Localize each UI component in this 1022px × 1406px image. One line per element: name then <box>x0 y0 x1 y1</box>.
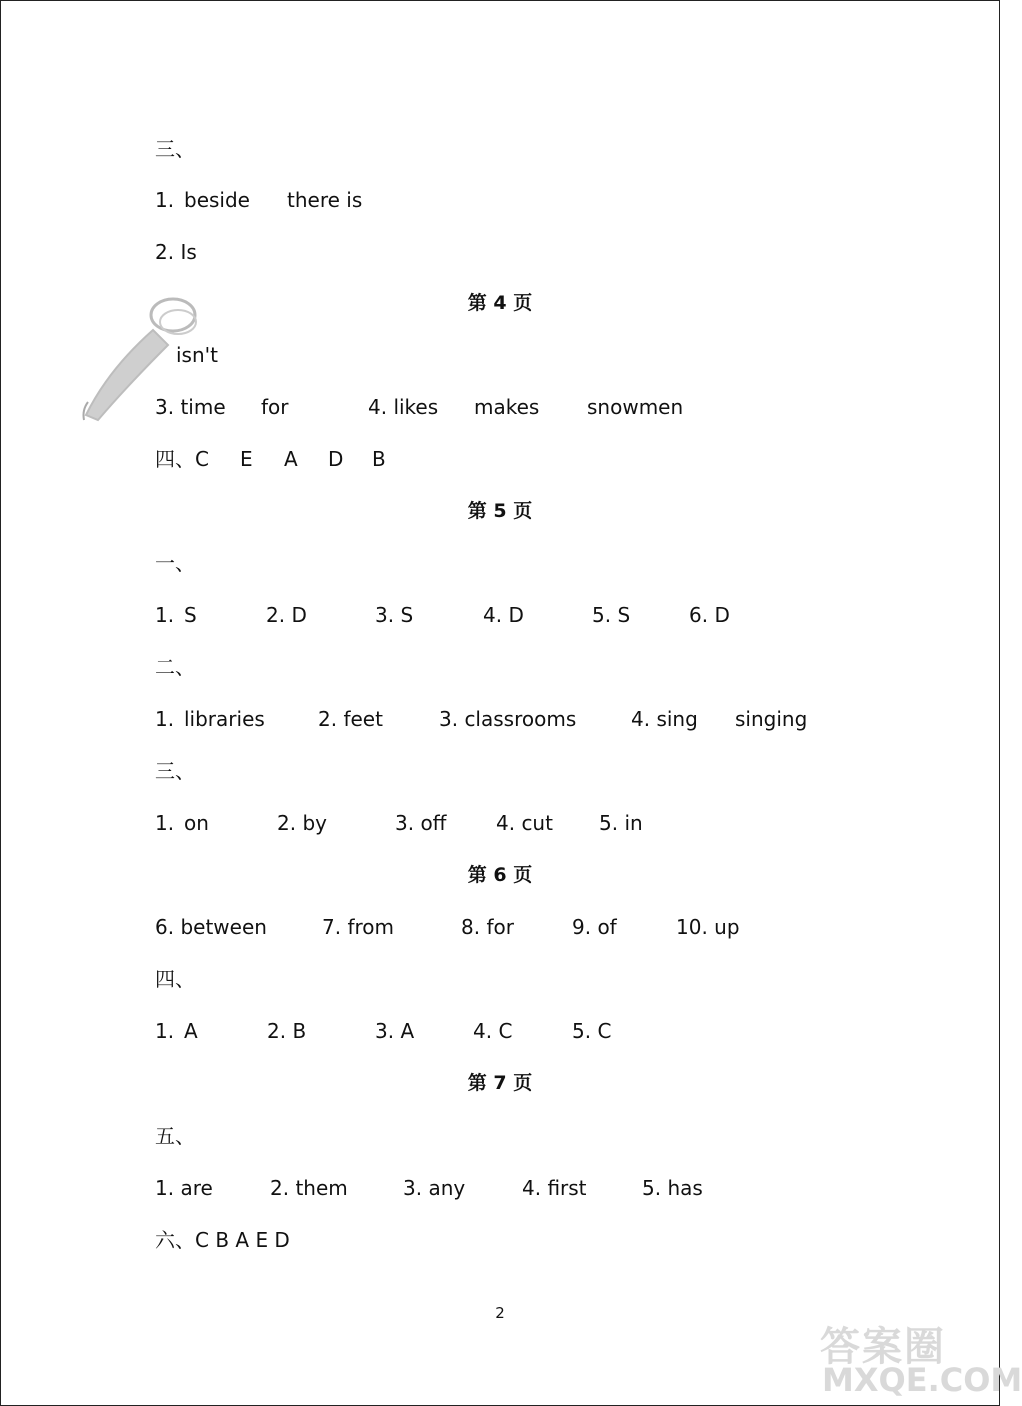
answer-text: 2. feet <box>318 707 383 731</box>
watermark-logo-text: 答案圈 <box>820 1324 946 1370</box>
watermark-logo <box>820 1315 1022 1405</box>
answer-line-2: 2. Is <box>155 240 197 264</box>
answer-text: 4. sing <box>631 707 698 731</box>
answer-text: 6. D <box>689 603 730 627</box>
answer-number: 1. <box>155 811 175 835</box>
answer-text: beside <box>184 188 250 212</box>
answer-line-isnt: isn't <box>176 343 218 367</box>
answer-text: 4. cut <box>496 811 553 835</box>
section-label-2: 二、 <box>155 655 195 679</box>
answer-text: 5. has <box>642 1176 703 1200</box>
answer-text: B <box>372 447 386 471</box>
page-heading-5: 第 5 页 <box>467 500 533 522</box>
answer-text: A <box>184 1019 198 1043</box>
answer-text: 3. classrooms <box>439 707 577 731</box>
answer-line-p7-6: 六、C B A E D <box>155 1228 290 1252</box>
answer-text: 5. in <box>599 811 643 835</box>
answer-text: D <box>328 447 344 471</box>
answer-text: 4. first <box>522 1176 587 1200</box>
page-number: 2 <box>495 1304 505 1322</box>
section-label: 四、 <box>155 447 195 471</box>
answer-text: 6. between <box>155 915 267 939</box>
answer-text: 1. are <box>155 1176 213 1200</box>
answer-text: 7. from <box>322 915 394 939</box>
page-heading-7: 第 7 页 <box>467 1072 533 1094</box>
answer-text: on <box>184 811 209 835</box>
answer-number: 1. <box>155 707 175 731</box>
answer-text: 9. of <box>572 915 617 939</box>
page-heading-6: 第 6 页 <box>467 864 533 886</box>
answer-text: 2. D <box>266 603 307 627</box>
answer-number: 1. <box>155 1019 175 1043</box>
answer-text: 8. for <box>461 915 514 939</box>
answer-text: 5. S <box>592 603 631 627</box>
answer-text: 4. D <box>483 603 524 627</box>
section-label-3: 三、 <box>155 759 195 783</box>
answer-text: C <box>195 447 209 471</box>
answer-text: A <box>284 447 298 471</box>
answer-text: 4. C <box>473 1019 513 1043</box>
page-heading-4: 第 4 页 <box>467 292 533 314</box>
answer-text: 3. S <box>375 603 414 627</box>
answer-text: 10. up <box>676 915 740 939</box>
answer-text: 4. likes <box>368 395 439 419</box>
answer-text: snowmen <box>587 395 684 419</box>
answer-number: 1. <box>155 188 175 212</box>
section-label-3: 三、 <box>155 137 195 161</box>
section-label-1: 一、 <box>155 551 195 575</box>
answer-text: 2. B <box>267 1019 307 1043</box>
section-label-4: 四、 <box>155 967 195 991</box>
answer-text: singing <box>735 707 808 731</box>
section-label-5: 五、 <box>155 1124 195 1148</box>
answer-text: libraries <box>184 707 265 731</box>
answer-text: for <box>261 395 289 419</box>
answer-text: 3. time <box>155 395 226 419</box>
answer-text: there is <box>287 188 363 212</box>
answer-text: 3. A <box>375 1019 415 1043</box>
answer-text: 3. off <box>395 811 447 835</box>
watermark-site-text: MXQE.COM <box>822 1361 1022 1399</box>
answer-text: S <box>184 603 197 627</box>
answer-text: E <box>240 447 253 471</box>
answer-text: 3. any <box>403 1176 466 1200</box>
answer-text: 5. C <box>572 1019 612 1043</box>
answer-text: makes <box>474 395 540 419</box>
answer-text: 2. them <box>270 1176 348 1200</box>
answer-text: 2. by <box>277 811 327 835</box>
answer-number: 1. <box>155 603 175 627</box>
